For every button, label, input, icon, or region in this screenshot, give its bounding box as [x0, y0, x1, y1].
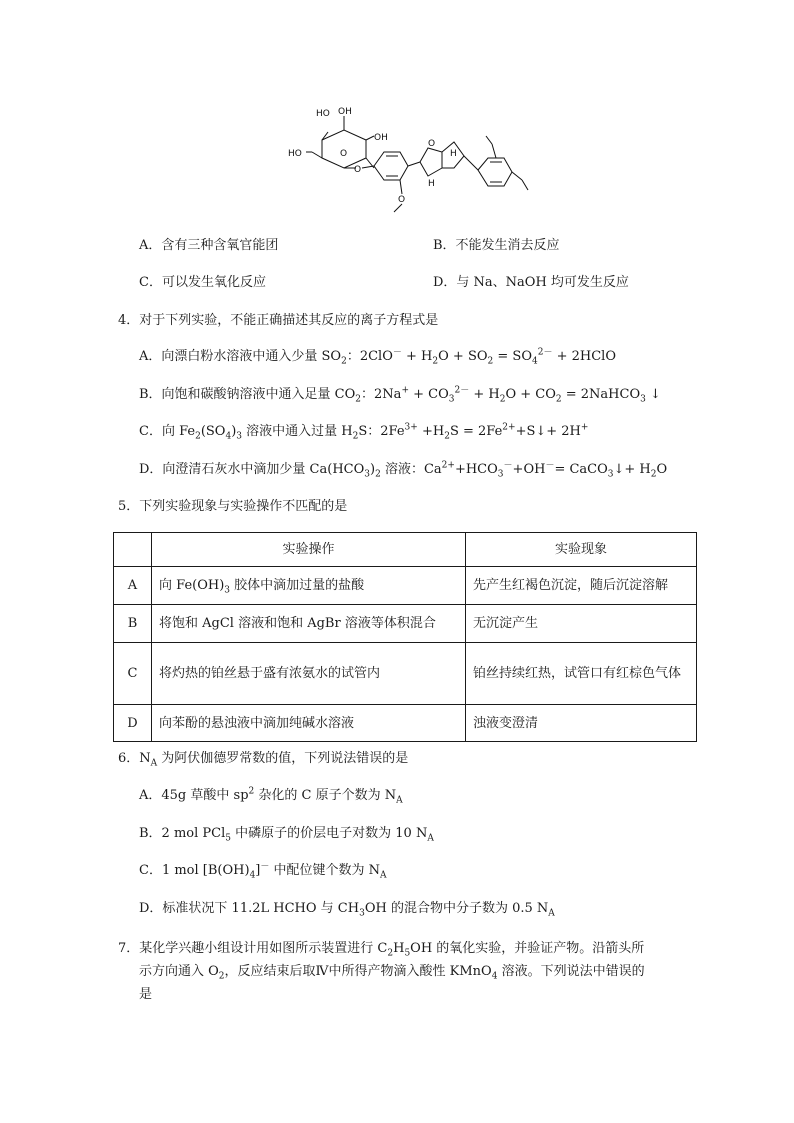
- row-observation: 浊液变澄清: [466, 705, 697, 742]
- table-row: [114, 605, 697, 643]
- o-label: O: [340, 149, 348, 159]
- row-observation: 无沉淀产生: [466, 605, 697, 643]
- bond: [522, 180, 528, 190]
- q3-option-b: B．不能发生消去反应: [433, 238, 560, 253]
- bond: [512, 172, 522, 180]
- q6-option-c: C．1 mol $[B(OH)_4]^-$ 中配位键个数为 $N_A$: [139, 861, 387, 881]
- row-observation: 铂丝持续红热，试管口有红棕色气体: [466, 643, 697, 705]
- bond: [400, 180, 402, 194]
- q4-option-b: B．向饱和碳酸钠溶液中通入足量 $CO_2$：$2Na^+ + CO_3^{2-} + H_2O + CO_2$ = 2NaHCO$_3$ ↓: [139, 385, 661, 405]
- experiment-table: [113, 532, 697, 742]
- table-row: [114, 705, 697, 742]
- q6-option-a: A．45g 草酸中 $sp^2$ 杂化的 C 原子个数为 $N_A$: [139, 786, 403, 806]
- table-header-observation: 实验现象: [466, 533, 697, 567]
- h-label: H: [428, 179, 435, 189]
- q6-option-b: B．2 mol PCl$_5$ 中磷原子的价层电子对数为 10 $N_A$: [139, 826, 434, 844]
- row-operation: 向苯酚的悬浊液中滴加纯碱水溶液: [152, 705, 466, 742]
- bond: [464, 156, 478, 170]
- h-label: H: [450, 149, 457, 159]
- o-label: O: [398, 195, 406, 205]
- q3-option-d: D．与 Na、NaOH 均可发生反应: [433, 275, 629, 290]
- q6-stem: 6．$N_A$ 为阿伏伽德罗常数的值，下列说法错误的是: [118, 751, 409, 769]
- row-label: A: [114, 567, 152, 605]
- bond: [312, 152, 322, 158]
- bond: [492, 144, 496, 158]
- bond: [366, 136, 374, 140]
- q7-stem-line-1: 7．某化学兴趣小组设计用如图所示装置进行 $C_2H_5OH$ 的氧化实验，并验证产物。沿箭头所: [118, 941, 645, 959]
- q3-option-a: A．含有三种含氧官能团: [139, 238, 279, 253]
- q4-option-a: A．向漂白粉水溶液中通入少量 $SO_2$：$2ClO^- + H_2O + SO_2 = SO_4^{2-}$ + 2HClO: [139, 347, 616, 367]
- q7-stem-line-2: 示方向通入 $O_2$，反应结束后取Ⅳ中所得产物滴入酸性 KMnO$_4$ 溶液。下列说法中错误的: [139, 964, 645, 982]
- oh-label: HO: [316, 109, 330, 119]
- q6-option-d: D．标准状况下 11.2L HCHO 与 $CH_3OH$ 的混合物中分子数为 0.5 $N_A$: [139, 901, 555, 919]
- table-header-operation: 实验操作: [152, 533, 466, 567]
- table-row: [114, 567, 697, 605]
- table-header-row: [114, 533, 697, 567]
- row-observation: 先产生红褐色沉淀，随后沉淀溶解: [466, 567, 697, 605]
- q5-stem: 5．下列实验现象与实验操作不匹配的是: [118, 499, 348, 514]
- ho-label: HO: [288, 149, 302, 159]
- row-label: C: [114, 643, 152, 705]
- table-header-empty: [114, 533, 152, 567]
- bond: [486, 136, 492, 144]
- row-operation: 将饱和 AgCl 溶液和饱和 AgBr 溶液等体积混合: [152, 605, 466, 643]
- furan-ring: [420, 148, 442, 176]
- bond: [408, 162, 420, 166]
- row-label: B: [114, 605, 152, 643]
- q4-option-d: D．向澄清石灰水中滴加少量 $Ca(HCO_3)_2$ 溶液：$Ca^{2+}+HCO_3^-+OH^-=$ CaCO$_3$↓+ $H_2O$: [139, 460, 668, 480]
- q4-option-c: C．向 $Fe_2(SO_4)_3$ 溶液中通入过量 $H_2S$：$2Fe^{3+} +H_2S$ = $2Fe^{2+}+S↓+ 2H^+$: [139, 422, 589, 442]
- q7-stem-line-3: 是: [139, 987, 153, 1002]
- oh-label: OH: [338, 107, 352, 117]
- q3-option-c: C．可以发生氧化反应: [139, 275, 266, 290]
- bond: [362, 166, 374, 168]
- bond: [394, 204, 402, 212]
- row-operation: 向 $Fe(OH)_3$ 胶体中滴加过量的盐酸: [152, 567, 466, 605]
- oh-label: OH: [374, 133, 388, 143]
- q4-stem: 4．对于下列实验，不能正确描述其反应的离子方程式是: [118, 313, 439, 328]
- row-operation: 将灼热的铂丝悬于盛有浓氨水的试管内: [152, 643, 466, 705]
- row-label: D: [114, 705, 152, 742]
- table-row: [114, 643, 697, 705]
- o-label: O: [354, 165, 362, 175]
- molecule-structure: [282, 96, 532, 214]
- o-label: O: [428, 139, 436, 149]
